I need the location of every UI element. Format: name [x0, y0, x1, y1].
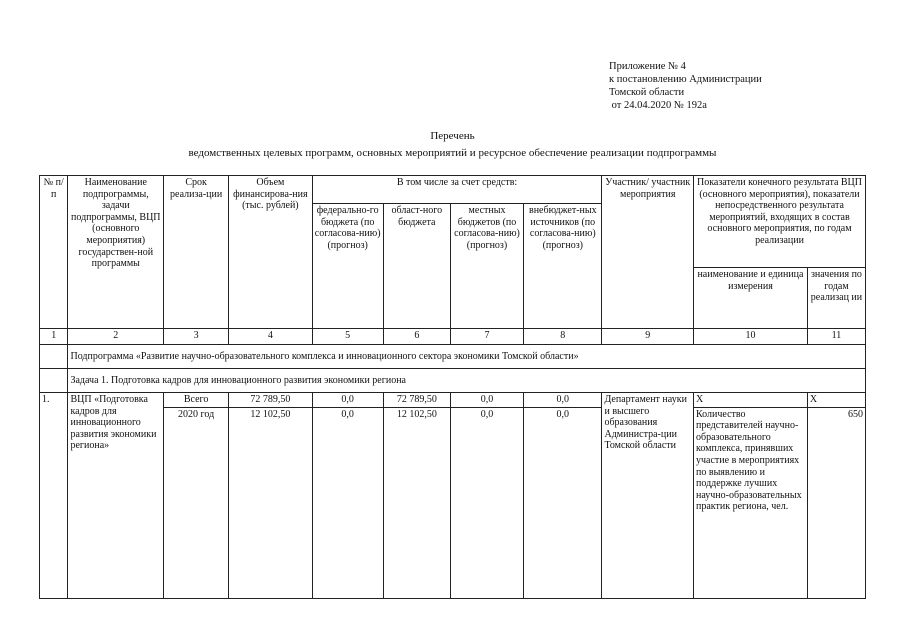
column-number: 7 [450, 329, 523, 345]
volume-total: 72 789,50 [229, 393, 312, 408]
header-indicator-value: значения по годам реализац ии [807, 268, 865, 329]
indicator-name-2020: Количество представителей научно-образовательного комплекса, принявших участие в мероприятиях по выявлению и поддержке лучших научно-образовательных практик региона, чел. [694, 407, 808, 598]
header-federal: федерально-го бюджета (по согласова-нию) (прогноз) [312, 204, 383, 329]
column-number: 9 [602, 329, 694, 345]
subprogram-row: Подпрограмма «Развитие научно-образовательного комплекса и инновационного сектора экономики Томской области» [68, 345, 866, 369]
indicator-name-total: Х [694, 393, 808, 408]
column-number: 10 [694, 329, 808, 345]
column-number: 11 [807, 329, 865, 345]
column-number: 6 [383, 329, 450, 345]
column-number: 2 [68, 329, 164, 345]
document-subtitle: ведомственных целевых программ, основных мероприятий и ресурсное обеспечение реализации подпрограммы [188, 147, 717, 159]
participant: Департамент науки и высшего образования Администра-ции Томской области [602, 393, 694, 599]
regional-2020: 12 102,50 [383, 407, 450, 598]
appendix-block [609, 60, 762, 112]
indicator-value-total: Х [807, 393, 865, 408]
programs-table [39, 175, 866, 599]
volume-2020: 12 102,50 [229, 407, 312, 598]
column-number: 4 [229, 329, 312, 345]
term-total: Всего [164, 393, 229, 408]
header-regional: област-ного бюджета [383, 204, 450, 329]
appendix-line: Томской области [609, 87, 685, 98]
federal-2020: 0,0 [312, 407, 383, 598]
task-row: Задача 1. Подготовка кадров для инновационного развития экономики региона [68, 369, 866, 393]
row-number: 1. [40, 393, 68, 599]
regional-total: 72 789,50 [383, 393, 450, 408]
header-volume: Объем финансирова-ния (тыс. рублей) [229, 176, 312, 329]
header-name: Наименование подпрограммы, задачи подпрограммы, ВЦП (основного мероприятия) государствен-ной программы [68, 176, 164, 329]
header-indicators: Показатели конечного результата ВЦП (основного мероприятия), показатели непосредственного результата мероприятий, входящих в состав основного мероприятия, по годам реализации [694, 176, 866, 268]
extra-total: 0,0 [524, 393, 602, 408]
column-number: 8 [524, 329, 602, 345]
header-local: местных бюджетов (по согласова-нию) (прогноз) [450, 204, 523, 329]
local-total: 0,0 [450, 393, 523, 408]
header-including: В том числе за счет средств: [312, 176, 602, 204]
local-2020: 0,0 [450, 407, 523, 598]
header-extra: внебюджет-ных источников (по согласова-нию) (прогноз) [524, 204, 602, 329]
column-number: 1 [40, 329, 68, 345]
extra-2020: 0,0 [524, 407, 602, 598]
appendix-line: Приложение № 4 [609, 61, 686, 72]
term-2020: 2020 год [164, 407, 229, 598]
header-participant: Участник/ участник мероприятия [602, 176, 694, 329]
header-num: № п/п [40, 176, 68, 329]
column-number: 3 [164, 329, 229, 345]
indicator-value-2020: 650 [807, 407, 865, 598]
appendix-line: к постановлению Администрации [609, 74, 762, 85]
header-term: Срок реализа-ции [164, 176, 229, 329]
program-name: ВЦП «Подготовка кадров для инновационного развития экономики региона» [68, 393, 164, 599]
federal-total: 0,0 [312, 393, 383, 408]
document-title: Перечень [430, 130, 475, 142]
column-number: 5 [312, 329, 383, 345]
appendix-line: от 24.04.2020 № 192а [609, 100, 707, 111]
header-indicator-name: наименование и единица измерения [694, 268, 808, 329]
